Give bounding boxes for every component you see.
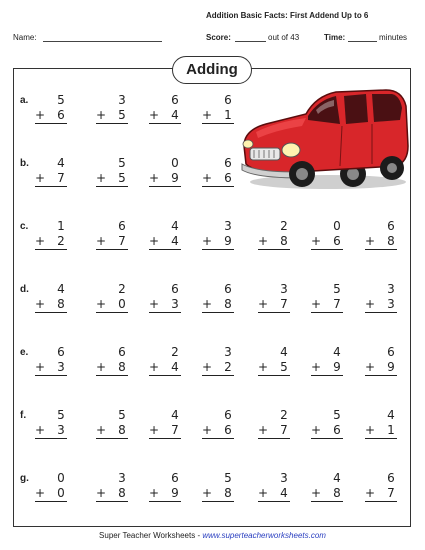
first-addend: 6: [224, 156, 232, 170]
answer-line[interactable]: [202, 312, 234, 313]
first-addend: 5: [118, 156, 126, 170]
answer-line[interactable]: [202, 123, 234, 124]
second-addend: 7: [280, 423, 288, 437]
second-addend: 6: [224, 171, 232, 185]
second-addend: 8: [118, 423, 126, 437]
plus-sign: +: [257, 297, 269, 311]
addition-problem: [310, 471, 344, 502]
second-addend: 3: [171, 297, 179, 311]
name-field[interactable]: [43, 41, 162, 42]
plus-sign: +: [310, 423, 322, 437]
plus-sign: +: [95, 234, 107, 248]
first-addend: 0: [57, 471, 65, 485]
addition-problem: [257, 219, 291, 250]
addition-problem: [95, 345, 129, 376]
addition-problem: [148, 345, 182, 376]
first-addend: 6: [224, 282, 232, 296]
addition-problem: [364, 408, 398, 439]
first-addend: 4: [333, 345, 341, 359]
answer-line[interactable]: [311, 375, 343, 376]
addition-problem: [34, 156, 68, 187]
plus-sign: +: [148, 486, 160, 500]
addition-problem: [310, 408, 344, 439]
addition-problem: [95, 93, 129, 124]
first-addend: 0: [171, 156, 179, 170]
answer-line[interactable]: [96, 123, 128, 124]
answer-line[interactable]: [311, 249, 343, 250]
plus-sign: +: [364, 486, 376, 500]
time-field[interactable]: [348, 41, 377, 42]
answer-line[interactable]: [311, 438, 343, 439]
row-label: f.: [20, 410, 27, 421]
first-addend: 4: [57, 156, 65, 170]
second-addend: 5: [118, 171, 126, 185]
addition-problem: [148, 471, 182, 502]
second-addend: 8: [57, 297, 65, 311]
answer-line[interactable]: [365, 501, 397, 502]
addition-problem: [201, 282, 235, 313]
first-addend: 4: [280, 345, 288, 359]
plus-sign: +: [310, 234, 322, 248]
second-addend: 8: [387, 234, 395, 248]
answer-line[interactable]: [35, 438, 67, 439]
second-addend: 6: [333, 423, 341, 437]
answer-line[interactable]: [149, 186, 181, 187]
addition-problem: [310, 345, 344, 376]
plus-sign: +: [95, 360, 107, 374]
plus-sign: +: [364, 234, 376, 248]
second-addend: 3: [57, 360, 65, 374]
second-addend: 0: [57, 486, 65, 500]
second-addend: 9: [171, 486, 179, 500]
addition-problem: [148, 156, 182, 187]
addition-problem: [34, 408, 68, 439]
plus-sign: +: [257, 486, 269, 500]
first-addend: 4: [57, 282, 65, 296]
row-label: b.: [20, 158, 29, 169]
addition-problem: [201, 408, 235, 439]
first-addend: 6: [387, 345, 395, 359]
answer-line[interactable]: [365, 249, 397, 250]
answer-line[interactable]: [96, 249, 128, 250]
plus-sign: +: [34, 234, 46, 248]
answer-line[interactable]: [35, 249, 67, 250]
second-addend: 8: [224, 486, 232, 500]
answer-line[interactable]: [96, 501, 128, 502]
second-addend: 7: [57, 171, 65, 185]
first-addend: 2: [118, 282, 126, 296]
addition-problem: [257, 282, 291, 313]
first-addend: 5: [57, 93, 65, 107]
first-addend: 6: [171, 471, 179, 485]
score-suffix: out of 43: [268, 33, 300, 42]
red-car-icon: [236, 86, 412, 192]
second-addend: 9: [171, 171, 179, 185]
plus-sign: +: [95, 297, 107, 311]
plus-sign: +: [364, 423, 376, 437]
answer-line[interactable]: [258, 312, 290, 313]
addition-problem: [364, 219, 398, 250]
answer-line[interactable]: [96, 312, 128, 313]
second-addend: 8: [118, 360, 126, 374]
addition-problem: [364, 471, 398, 502]
answer-line[interactable]: [35, 501, 67, 502]
first-addend: 6: [387, 471, 395, 485]
answer-line[interactable]: [35, 375, 67, 376]
answer-line[interactable]: [258, 501, 290, 502]
addition-problem: [201, 219, 235, 250]
first-addend: 2: [171, 345, 179, 359]
plus-sign: +: [95, 486, 107, 500]
addition-problem: [148, 282, 182, 313]
answer-line[interactable]: [202, 501, 234, 502]
first-addend: 5: [57, 408, 65, 422]
plus-sign: +: [148, 360, 160, 374]
answer-line[interactable]: [202, 186, 234, 187]
answer-line[interactable]: [149, 249, 181, 250]
plus-sign: +: [364, 297, 376, 311]
first-addend: 2: [280, 219, 288, 233]
row-label: a.: [20, 95, 29, 106]
worksheet-title: Addition Basic Facts: First Addend Up to 6: [206, 11, 369, 20]
plus-sign: +: [201, 171, 213, 185]
row-label: e.: [20, 347, 29, 358]
plus-sign: +: [34, 171, 46, 185]
plus-sign: +: [34, 108, 46, 122]
first-addend: 3: [280, 282, 288, 296]
second-addend: 7: [171, 423, 179, 437]
plus-sign: +: [34, 423, 46, 437]
addition-problem: [310, 282, 344, 313]
time-label: Time:: [324, 33, 346, 42]
section-badge: Adding: [172, 56, 252, 84]
addition-problem: [257, 471, 291, 502]
plus-sign: +: [257, 423, 269, 437]
answer-line[interactable]: [365, 438, 397, 439]
answer-line[interactable]: [149, 123, 181, 124]
first-addend: 4: [171, 408, 179, 422]
answer-line[interactable]: [35, 312, 67, 313]
addition-problem: [364, 282, 398, 313]
row-label: c.: [20, 221, 29, 232]
addition-problem: [34, 219, 68, 250]
addition-problem: [148, 93, 182, 124]
answer-line[interactable]: [96, 438, 128, 439]
second-addend: 7: [333, 297, 341, 311]
second-addend: 7: [118, 234, 126, 248]
plus-sign: +: [201, 486, 213, 500]
plus-sign: +: [148, 297, 160, 311]
second-addend: 6: [224, 423, 232, 437]
first-addend: 4: [333, 471, 341, 485]
answer-line[interactable]: [35, 123, 67, 124]
score-label: Score:: [206, 33, 231, 42]
first-addend: 3: [224, 219, 232, 233]
answer-line[interactable]: [149, 375, 181, 376]
answer-line[interactable]: [365, 312, 397, 313]
answer-line[interactable]: [202, 375, 234, 376]
plus-sign: +: [201, 108, 213, 122]
answer-line[interactable]: [149, 312, 181, 313]
second-addend: 3: [387, 297, 395, 311]
plus-sign: +: [34, 297, 46, 311]
first-addend: 5: [333, 408, 341, 422]
addition-problem: [95, 156, 129, 187]
footer-url[interactable]: www.superteacherworksheets.com: [202, 531, 326, 540]
second-addend: 4: [171, 234, 179, 248]
second-addend: 7: [387, 486, 395, 500]
plus-sign: +: [95, 108, 107, 122]
answer-line[interactable]: [35, 186, 67, 187]
addition-problem: [95, 471, 129, 502]
addition-problem: [310, 219, 344, 250]
second-addend: 5: [118, 108, 126, 122]
answer-line[interactable]: [258, 375, 290, 376]
second-addend: 0: [118, 297, 126, 311]
first-addend: 5: [224, 471, 232, 485]
first-addend: 3: [280, 471, 288, 485]
name-label: Name:: [13, 33, 37, 42]
first-addend: 6: [387, 219, 395, 233]
second-addend: 3: [57, 423, 65, 437]
plus-sign: +: [310, 360, 322, 374]
first-addend: 1: [57, 219, 65, 233]
first-addend: 3: [118, 471, 126, 485]
plus-sign: +: [201, 423, 213, 437]
answer-line[interactable]: [258, 249, 290, 250]
plus-sign: +: [201, 360, 213, 374]
first-addend: 6: [224, 93, 232, 107]
score-field[interactable]: [235, 41, 266, 42]
first-addend: 6: [171, 93, 179, 107]
first-addend: 4: [387, 408, 395, 422]
plus-sign: +: [201, 297, 213, 311]
plus-sign: +: [95, 423, 107, 437]
row-label: d.: [20, 284, 29, 295]
addition-problem: [201, 156, 235, 187]
footer: [0, 531, 425, 540]
plus-sign: +: [34, 360, 46, 374]
addition-problem: [201, 93, 235, 124]
addition-problem: [34, 471, 68, 502]
second-addend: 6: [57, 108, 65, 122]
second-addend: 5: [280, 360, 288, 374]
footer-site: Super Teacher Worksheets: [99, 531, 196, 540]
second-addend: 2: [57, 234, 65, 248]
second-addend: 8: [333, 486, 341, 500]
answer-line[interactable]: [149, 438, 181, 439]
addition-problem: [201, 345, 235, 376]
second-addend: 1: [224, 108, 232, 122]
second-addend: 8: [280, 234, 288, 248]
plus-sign: +: [257, 360, 269, 374]
second-addend: 9: [387, 360, 395, 374]
second-addend: 7: [280, 297, 288, 311]
answer-line[interactable]: [96, 186, 128, 187]
plus-sign: +: [257, 234, 269, 248]
footer-separator: -: [195, 531, 203, 540]
first-addend: 3: [224, 345, 232, 359]
answer-line[interactable]: [365, 375, 397, 376]
plus-sign: +: [148, 234, 160, 248]
plus-sign: +: [310, 297, 322, 311]
first-addend: 2: [280, 408, 288, 422]
addition-problem: [34, 93, 68, 124]
answer-line[interactable]: [311, 501, 343, 502]
first-addend: 4: [171, 219, 179, 233]
answer-line[interactable]: [149, 501, 181, 502]
plus-sign: +: [364, 360, 376, 374]
first-addend: 3: [387, 282, 395, 296]
first-addend: 6: [118, 345, 126, 359]
row-label: g.: [20, 473, 29, 484]
second-addend: 6: [333, 234, 341, 248]
plus-sign: +: [148, 171, 160, 185]
second-addend: 9: [224, 234, 232, 248]
addition-problem: [95, 219, 129, 250]
answer-line[interactable]: [96, 375, 128, 376]
plus-sign: +: [95, 171, 107, 185]
answer-line[interactable]: [258, 438, 290, 439]
second-addend: 4: [171, 360, 179, 374]
addition-problem: [148, 219, 182, 250]
answer-line[interactable]: [311, 312, 343, 313]
first-addend: 6: [224, 408, 232, 422]
addition-problem: [257, 345, 291, 376]
second-addend: 2: [224, 360, 232, 374]
second-addend: 4: [171, 108, 179, 122]
first-addend: 0: [333, 219, 341, 233]
second-addend: 8: [224, 297, 232, 311]
addition-problem: [201, 471, 235, 502]
first-addend: 6: [57, 345, 65, 359]
answer-line[interactable]: [202, 249, 234, 250]
addition-problem: [34, 282, 68, 313]
plus-sign: +: [148, 108, 160, 122]
second-addend: 4: [280, 486, 288, 500]
addition-problem: [34, 345, 68, 376]
addition-problem: [95, 282, 129, 313]
first-addend: 3: [118, 93, 126, 107]
first-addend: 5: [333, 282, 341, 296]
addition-problem: [257, 408, 291, 439]
plus-sign: +: [148, 423, 160, 437]
addition-problem: [95, 408, 129, 439]
plus-sign: +: [310, 486, 322, 500]
first-addend: 6: [118, 219, 126, 233]
plus-sign: +: [201, 234, 213, 248]
addition-problem: [364, 345, 398, 376]
first-addend: 5: [118, 408, 126, 422]
answer-line[interactable]: [202, 438, 234, 439]
addition-problem: [148, 408, 182, 439]
first-addend: 6: [171, 282, 179, 296]
plus-sign: +: [34, 486, 46, 500]
second-addend: 8: [118, 486, 126, 500]
second-addend: 9: [333, 360, 341, 374]
time-suffix: minutes: [379, 33, 408, 42]
second-addend: 1: [387, 423, 395, 437]
